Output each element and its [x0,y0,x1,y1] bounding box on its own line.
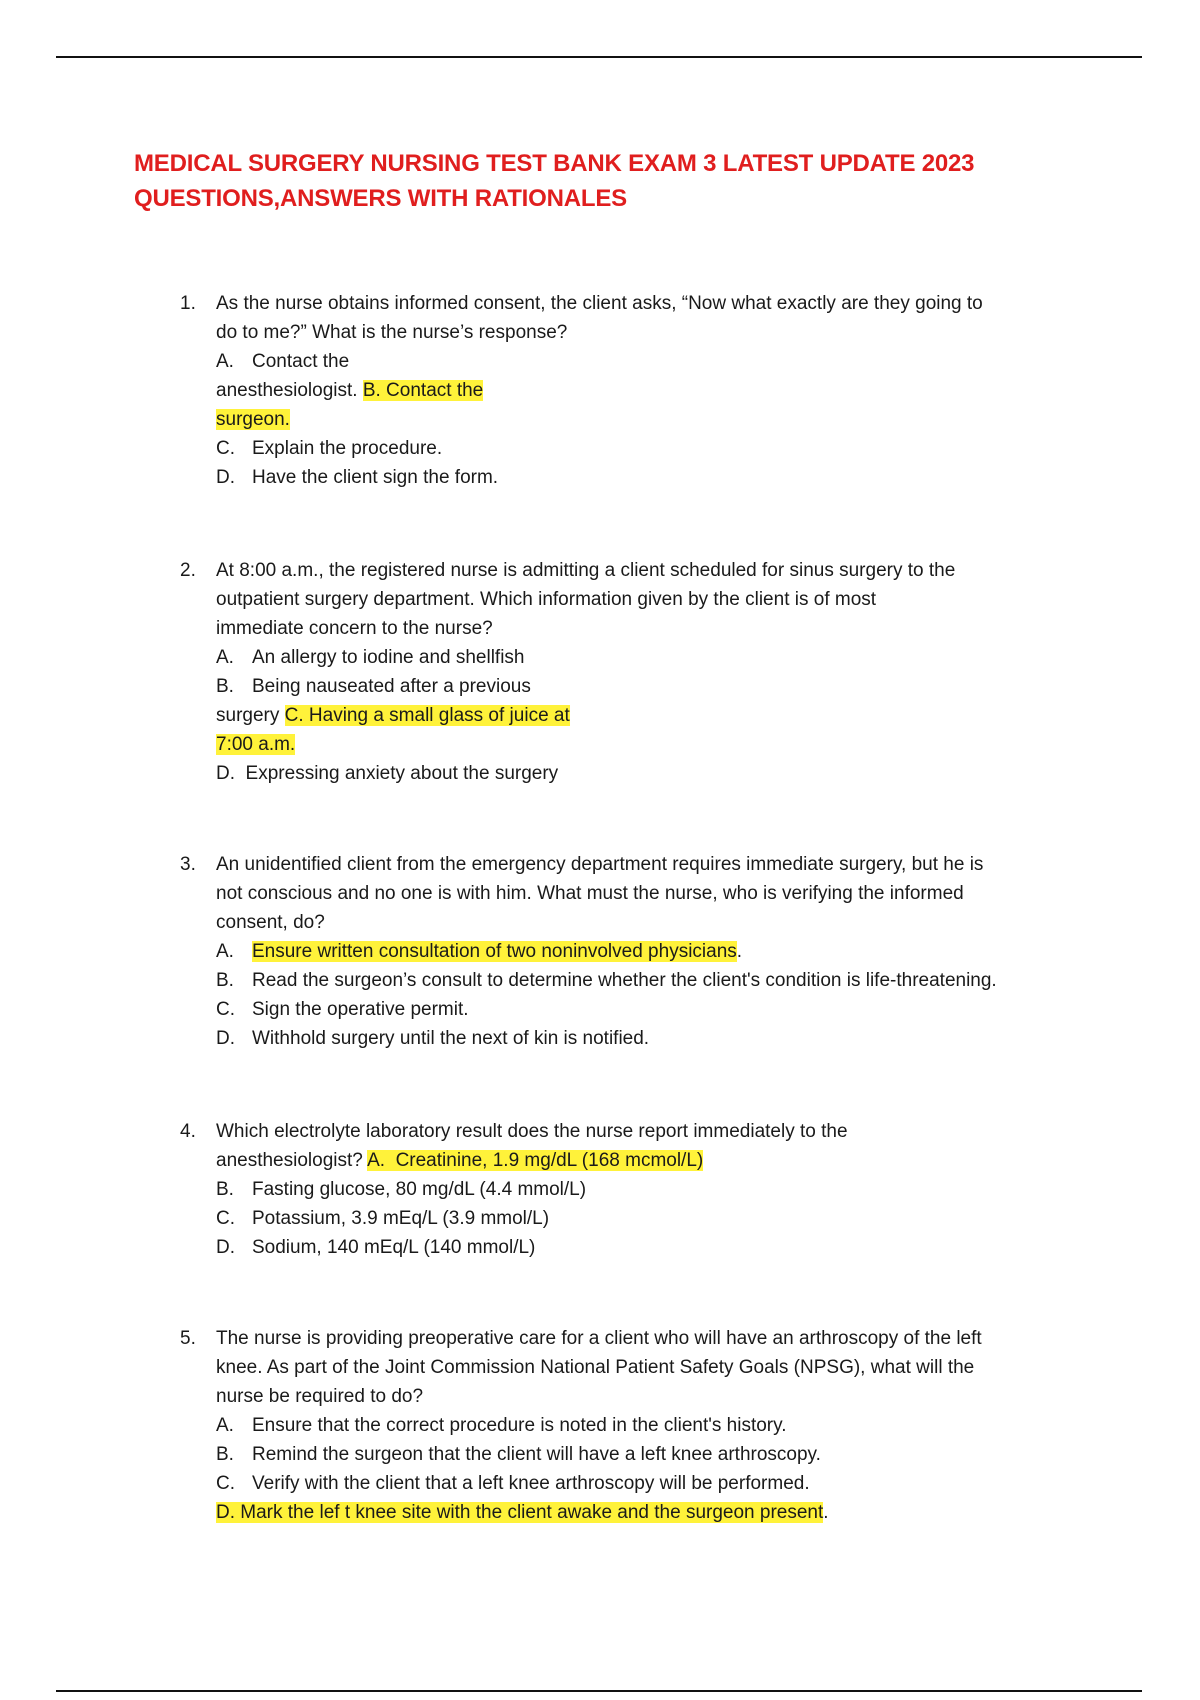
option-c-text: Verify with the client that a left knee arthroscopy will be performed. [252,1473,810,1494]
question-1 [180,289,1080,492]
option-c-text: Explain the procedure. [252,438,443,459]
question-stem-line: not conscious and no one is with him. What must the nurse, who is verifying the informed [216,883,964,904]
question-stem-line: immediate concern to the nurse? [216,618,493,639]
option-letter: C. [216,438,235,459]
question-stem-line: consent, do? [216,912,325,933]
correct-answer-highlight: 7:00 a.m. [216,734,296,755]
option-d-text: Sodium, 140 mEq/L (140 mmol/L) [252,1237,536,1258]
option-a-text: An allergy to iodine and shellfish [252,647,525,668]
title-line-2: QUESTIONS,ANSWERS WITH RATIONALES [134,185,627,212]
option-a-tail: . [736,941,743,962]
option-letter: A. [216,647,234,668]
option-d-text: D. Expressing anxiety about the surgery [216,763,559,784]
option-letter: C. [216,1473,235,1494]
question-3 [180,850,1080,1053]
option-c-text: Sign the operative permit. [252,999,469,1020]
question-stem-line: The nurse is providing preoperative care for a client who will have an arthroscopy of the left [216,1328,982,1349]
option-letter: A. [216,1415,234,1436]
option-d-text: Withhold surgery until the next of kin is notified. [252,1028,650,1049]
correct-answer-highlight: C. Having a small glass of juice at [284,705,570,726]
option-b-text-continued: surgery [216,705,280,726]
correct-answer-highlight: Ensure written consultation of two noninvolved physicians [252,941,737,962]
question-number: 3. [180,854,196,875]
option-letter: D. [216,1028,235,1049]
question-number: 2. [180,560,196,581]
option-letter: B. [216,1179,234,1200]
question-number: 4. [180,1121,196,1142]
correct-answer-highlight: B. Contact the [362,380,484,401]
question-stem-line: An unidentified client from the emergency department requires immediate surgery, but he is [216,854,984,875]
option-letter: A. [216,351,234,372]
document-title [134,146,1034,216]
question-stem-line: Which electrolyte laboratory result does the nurse report immediately to the [216,1121,848,1142]
option-letter: D. [216,467,235,488]
question-stem-line: outpatient surgery department. Which information given by the client is of most [216,589,877,610]
option-d-text: Have the client sign the form. [252,467,499,488]
option-letter: C. [216,999,235,1020]
option-letter: D. [216,1237,235,1258]
option-b-text: Remind the surgeon that the client will have a left knee arthroscopy. [252,1444,821,1465]
option-c-text: Potassium, 3.9 mEq/L (3.9 mmol/L) [252,1208,550,1229]
top-rule [56,56,1142,58]
option-d-tail: . [823,1502,829,1523]
question-stem-line: anesthesiologist? [216,1150,363,1171]
bottom-rule [56,1690,1142,1692]
question-stem-line: nurse be required to do? [216,1386,424,1407]
question-stem-line: do to me?” What is the nurse’s response? [216,322,568,343]
question-stem-line: At 8:00 a.m., the registered nurse is admitting a client scheduled for sinus surgery to the [216,560,956,581]
option-b-text: Fasting glucose, 80 mg/dL (4.4 mmol/L) [252,1179,587,1200]
question-2 [180,556,1080,788]
option-letter: B. [216,970,234,991]
title-line-1: MEDICAL SURGERY NURSING TEST BANK EXAM 3 LATEST UPDATE 2023 [134,150,975,177]
option-letter: A. [216,941,234,962]
correct-answer-highlight: D. Mark the lef t knee site with the client awake and the surgeon present [216,1502,824,1523]
option-a-text: Ensure that the correct procedure is noted in the client's history. [252,1415,787,1436]
question-stem-line: As the nurse obtains informed consent, the client asks, “Now what exactly are they going to [216,293,983,314]
option-b-text: Being nauseated after a previous [252,676,531,697]
option-a-text-continued: anesthesiologist. [216,380,358,401]
option-letter: B. [216,1444,234,1465]
question-number: 5. [180,1328,196,1349]
question-5 [180,1324,1080,1527]
correct-answer-highlight: A. Creatinine, 1.9 mg/dL (168 mcmol/L) [367,1150,704,1171]
option-letter: C. [216,1208,235,1229]
option-letter: B. [216,676,234,697]
question-number: 1. [180,293,196,314]
question-4 [180,1117,1080,1262]
question-stem-line: knee. As part of the Joint Commission National Patient Safety Goals (NPSG), what will the [216,1357,975,1378]
option-a-text: Contact the [252,351,350,372]
option-b-text: Read the surgeon’s consult to determine whether the client's condition is life-threatening. [252,970,997,991]
correct-answer-highlight: surgeon. [216,409,290,430]
